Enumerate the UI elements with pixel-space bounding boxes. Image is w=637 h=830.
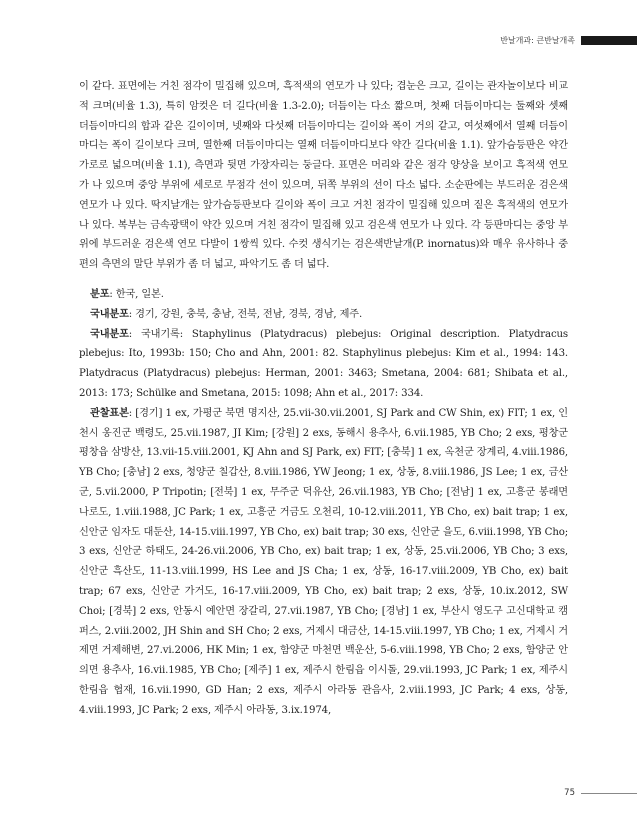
footer-rule (581, 793, 637, 794)
main-content (79, 77, 568, 721)
spacer (79, 275, 568, 285)
distribution-label: 분포 (90, 287, 110, 300)
domestic-literature-label: 국내분포 (90, 327, 129, 340)
distribution-paragraph (79, 285, 568, 305)
header-bar (581, 36, 637, 45)
running-header (500, 33, 637, 47)
running-title: 반날개과: 큰반날개족 (500, 35, 575, 45)
page-number: 75 (564, 788, 575, 798)
domestic-distribution-paragraph (79, 305, 568, 325)
domestic-distribution-text: : 경기, 강원, 충북, 충남, 전북, 전남, 경북, 경남, 제주. (128, 308, 363, 320)
domestic-literature-text: : 국내기록: Staphylinus (Platydracus) plebejus: Original description. Platydracus plebejus: Ito, 1993b: 150; Cho and Ahn, 2001: 82. Staphylinus plebejus: Kim et al., 1994: 143. Platydracus (Platydracus) plebejus: Herman, 2001: 3463; Smetana, 2004: 681; Shibata et al., 2013: 173; Schülke and Smetana, 2015: 1098; Ahn et al., 2017: 334. (79, 328, 568, 399)
page-footer (564, 788, 637, 798)
specimens-paragraph (79, 404, 568, 721)
distribution-text: : 한국, 일본. (109, 288, 164, 300)
specimens-text: : [경기] 1 ex, 가평군 북면 명지산, 25.vii-30.vii.2001, SJ Park and CW Shin, ex) FIT; 1 ex, 인천시 옹진군 백령도, 25.vii.1987, JI Kim; [강원] 2 exs, 동해시 용추사, 6.vii.1985, YB Cho; 2 exs, 평창군 평창읍 삼방산, 13.vii-15.viii.2001, KJ Ahn and SJ Park, ex) FIT; [충북] 1 ex, 옥천군 장계리, 4.viii.1986, YB Cho; [충남] 2 exs, 청양군 칠갑산, 8.viii.1986, YW Jeong; 1 ex, 상동, 8.viii.1986, JS Lee; 1 ex, 금산군, 5.vii.2000, P Tripotin; [전북] 1 ex, 무주군 덕유산, 26.vii.1983, YB Cho; [전남] 1 ex, 고흥군 봉래면 나로도, 1.viii.1988, JC Park; 1 ex, 고흥군 거금도 오천리, 10-12.viii.2011, YB Cho, ex) bait trap; 1 ex, 신안군 임자도 대둔산, 14-15.viii.1997, YB Cho, ex) bait trap; 30 exs, 신안군 을도, 6.viii.1998, YB Cho; 3 exs, 신안군 하태도, 24-26.vii.2006, YB Cho, ex) bait trap; 1 ex, 상동, 25.vii.2006, YB Cho; 3 exs, 신안군 흑산도, 11-13.viii.1999, HS Lee and JS Cha; 1 ex, 상동, 16-17.viii.2009, YB Cho, ex) bait trap; 67 exs, 신안군 가거도, 16-17.viii.2009, YB Cho, ex) bait trap; 2 exs, 상동, 10.ix.2012, SW Choi; [경북] 2 exs, 안동시 예안면 장갈리, 27.vii.1987, YB Cho; [경남] 1 ex, 부산시 영도구 고신대학교 캠퍼스, 2.viii.2002, JH Shin and SH Cho; 2 exs, 거제시 대금산, 14-15.viii.1997, YB Cho; 1 ex, 거제시 거제면 거제해변, 27.vi.2006, HK Min; 1 ex, 함양군 마천면 백운산, 5-6.viii.1998, YB Cho; 2 exs, 함양군 안의면 용추사, 16.vii.1985, YB Cho; [제주] 1 ex, 제주시 한림읍 이시돌, 29.vii.1993, JC Park; 1 ex, 제주시 한림읍 협재, 16.vii.1990, GD Han; 2 exs, 제주시 아라동 관음사, 2.viii.1993, JC Park; 4 exs, 상동, 4.viii.1993, JC Park; 2 exs, 제주시 아라동, 3.ix.1974, (79, 407, 568, 716)
specimens-label: 관찰표본 (90, 406, 129, 419)
domestic-literature-paragraph (79, 325, 568, 404)
domestic-distribution-label: 국내분포 (90, 307, 129, 320)
description-paragraph: 이 같다. 표면에는 거친 점각이 밀집해 있으며, 흑적색의 연모가 나 있다; 겹눈은 크고, 길이는 관자놀이보다 비교적 크며(비율 1.3), 특히 암컷은 더 길다(비율 1.3-2.0); 더듬이는 다소 짧으며, 첫째 더듬이마디는 둘째와 셋째 더듬이마디의 합과 같은 길이이며, 넷째와 다섯째 더듬이마디는 길이와 폭이 거의 같고, 여섯째에서 열째 더듬이마디는 폭이 길이보다 크며, 열한째 더듬이마디는 열째 더듬이마디보다 약간 길다(비율 1.1). 앞가슴등판은 약간 가로로 넓으며(비율 1.1), 측면과 뒷면 가장자리는 둥글다. 표면은 머리와 같은 점각 양상을 보이고 흑적색 연모가 나 있으며 중앙 부위에 세로로 무점각 선이 있으며, 뒤쪽 부위의 선이 다소 넓다. 소순판에는 부드러운 검은색 연모가 나 있다. 딱지날개는 앞가슴등판보다 길이와 폭이 크고 거친 점각이 밀집해 있으며 짙은 흑적색의 연모가 나 있다. 복부는 금속광택이 약간 있으며 거친 점각이 밀집해 있고 검은색 연모가 나 있다. 각 등판마디는 중앙 부위에 부드러운 검은색 연모 다발이 1쌍씩 있다. 수컷 생식기는 검은색반날개(P. inornatus)와 매우 유사하나 중편의 측면의 말단 부위가 좀 더 넓고, 파악기도 좀 더 넓다. (79, 81, 568, 271)
